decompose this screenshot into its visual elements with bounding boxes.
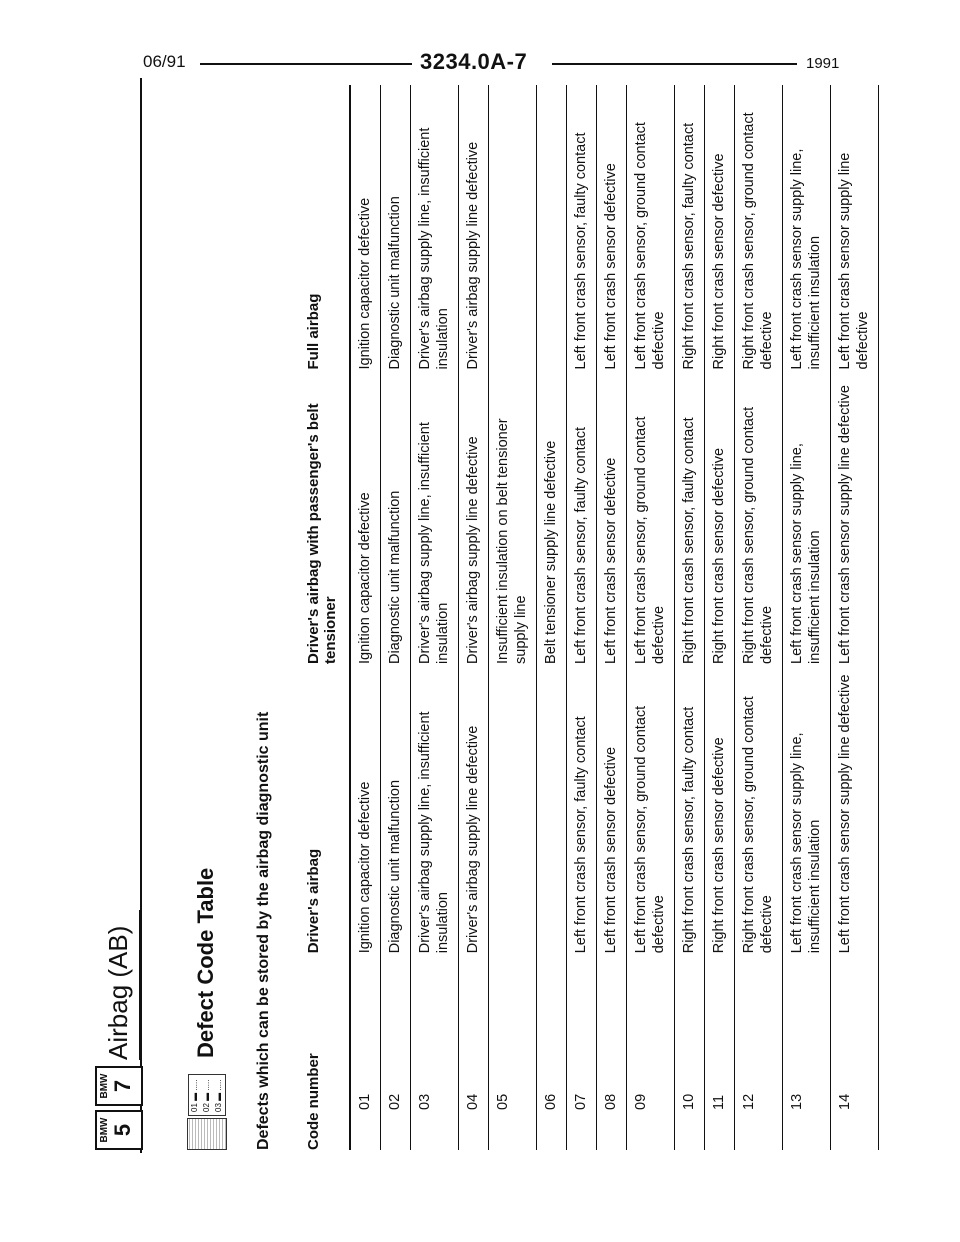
- code-cell: 13: [783, 953, 831, 1150]
- notepad-icon: [187, 1118, 227, 1150]
- drivers-airbag-cell: Right front crash sensor, ground contact defective: [735, 664, 783, 953]
- belt-tensioner-cell: Ignition capacitor defective: [350, 369, 381, 663]
- brand-badge: [95, 1066, 143, 1106]
- table-row: [705, 85, 735, 1150]
- belt-tensioner-cell: Left front crash sensor, ground contact defective: [627, 369, 675, 663]
- belt-tensioner-cell: Right front crash sensor defective: [705, 369, 735, 663]
- drivers-airbag-cell: Left front crash sensor defective: [597, 664, 627, 953]
- column-header-full-airbag: Full airbag: [305, 85, 350, 369]
- full-airbag-cell: Right front crash sensor defective: [705, 85, 735, 369]
- table-row: [411, 85, 459, 1150]
- belt-tensioner-cell: Left front crash sensor defective: [597, 369, 627, 663]
- code-cell: 11: [705, 953, 735, 1150]
- full-airbag-cell: [537, 85, 567, 369]
- belt-tensioner-cell: Right front crash sensor, ground contact defective: [735, 369, 783, 663]
- full-airbag-cell: Ignition capacitor defective: [350, 85, 381, 369]
- full-airbag-cell: Right front crash sensor, faulty contact: [675, 85, 705, 369]
- code-cell: 12: [735, 953, 783, 1150]
- belt-tensioner-cell: Driver's airbag supply line, insufficient insulation: [411, 369, 459, 663]
- drivers-airbag-cell: Driver's airbag supply line defective: [459, 664, 489, 953]
- table-row: [831, 85, 879, 1150]
- defect-code-table: [305, 85, 879, 1150]
- belt-tensioner-cell: Left front crash sensor supply line, insufficient insulation: [783, 369, 831, 663]
- code-cell: 14: [831, 953, 879, 1150]
- code-cell: 02: [381, 953, 411, 1150]
- drivers-airbag-cell: [489, 664, 537, 953]
- full-airbag-cell: Diagnostic unit malfunction: [381, 85, 411, 369]
- code-cell: 10: [675, 953, 705, 1150]
- full-airbag-cell: [489, 85, 537, 369]
- code-cell: 09: [627, 953, 675, 1150]
- page-title: Defect Code Table: [193, 867, 218, 1058]
- table-row: [627, 85, 675, 1150]
- code-cell: 08: [597, 953, 627, 1150]
- code-list-line: 01 ▬ .....: [190, 1079, 199, 1112]
- badge-series: 5: [110, 1123, 135, 1137]
- belt-tensioner-cell: Left front crash sensor, faulty contact: [567, 369, 597, 663]
- section-rule: [139, 910, 141, 1060]
- code-list-line: 03 ▬ .....: [214, 1079, 223, 1112]
- drivers-airbag-cell: Driver's airbag supply line, insufficient insulation: [411, 664, 459, 953]
- code-cell: 03: [411, 953, 459, 1150]
- column-header-drivers-airbag: Driver's airbag: [305, 664, 350, 953]
- code-cell: 06: [537, 953, 567, 1150]
- drivers-airbag-cell: Ignition capacitor defective: [350, 664, 381, 953]
- brand-badge: [95, 1110, 143, 1150]
- table-row: [381, 85, 411, 1150]
- rotated-page-body: [95, 50, 871, 1150]
- code-list-icon: [188, 1074, 226, 1116]
- belt-tensioner-cell: Insufficient insulation on belt tensioner supply line: [489, 369, 537, 663]
- code-cell: 04: [459, 953, 489, 1150]
- column-header-belt-tensioner: Driver's airbag with passenger's belt tensioner: [305, 369, 350, 663]
- drivers-airbag-cell: Left front crash sensor supply line, insufficient insulation: [783, 664, 831, 953]
- full-airbag-cell: Left front crash sensor supply line, insufficient insulation: [783, 85, 831, 369]
- badge-series: 7: [110, 1079, 135, 1093]
- full-airbag-cell: Left front crash sensor, ground contact defective: [627, 85, 675, 369]
- drivers-airbag-cell: Left front crash sensor, faulty contact: [567, 664, 597, 953]
- header-year: 1991: [806, 55, 840, 72]
- code-list-line: 02 ▬ .....: [202, 1079, 211, 1112]
- table-row: [735, 85, 783, 1150]
- belt-tensioner-cell: Diagnostic unit malfunction: [381, 369, 411, 663]
- full-airbag-cell: Driver's airbag supply line, insufficient insulation: [411, 85, 459, 369]
- table-row: [597, 85, 627, 1150]
- column-header-code: Code number: [305, 953, 350, 1150]
- table-row: [567, 85, 597, 1150]
- page-subtitle: Defects which can be stored by the airbag diagnostic unit: [255, 711, 272, 1150]
- full-airbag-cell: Right front crash sensor, ground contact defective: [735, 85, 783, 369]
- full-airbag-cell: Left front crash sensor, faulty contact: [567, 85, 597, 369]
- belt-tensioner-cell: Right front crash sensor, faulty contact: [675, 369, 705, 663]
- drivers-airbag-cell: Right front crash sensor, faulty contact: [675, 664, 705, 953]
- code-cell: 01: [350, 953, 381, 1150]
- table-row: [675, 85, 705, 1150]
- table-row: [459, 85, 489, 1150]
- code-cell: 07: [567, 953, 597, 1150]
- drivers-airbag-cell: Left front crash sensor, ground contact defective: [627, 664, 675, 953]
- drivers-airbag-cell: Left front crash sensor supply line defective: [831, 664, 879, 953]
- drivers-airbag-cell: Diagnostic unit malfunction: [381, 664, 411, 953]
- drivers-airbag-cell: Right front crash sensor defective: [705, 664, 735, 953]
- full-airbag-cell: Driver's airbag supply line defective: [459, 85, 489, 369]
- header-document-code: 3234.0A-7: [420, 49, 528, 74]
- badge-brand: BMW: [99, 1073, 110, 1099]
- table-row: [350, 85, 381, 1150]
- belt-tensioner-cell: Belt tensioner supply line defective: [537, 369, 567, 663]
- table-row: [489, 85, 537, 1150]
- full-airbag-cell: Left front crash sensor supply line defective: [831, 85, 879, 369]
- table-row: [537, 85, 567, 1150]
- belt-tensioner-cell: Driver's airbag supply line defective: [459, 369, 489, 663]
- table-header-row: [305, 85, 350, 1150]
- table-row: [783, 85, 831, 1150]
- header-date: 06/91: [143, 52, 186, 71]
- brand-badges: [95, 1066, 143, 1150]
- section-title: Airbag (AB): [103, 925, 133, 1060]
- belt-tensioner-cell: Left front crash sensor supply line defective: [831, 369, 879, 663]
- code-cell: 05: [489, 953, 537, 1150]
- defect-table-icon: [187, 1074, 227, 1150]
- full-airbag-cell: Left front crash sensor defective: [597, 85, 627, 369]
- drivers-airbag-cell: [537, 664, 567, 953]
- badge-brand: BMW: [99, 1117, 110, 1143]
